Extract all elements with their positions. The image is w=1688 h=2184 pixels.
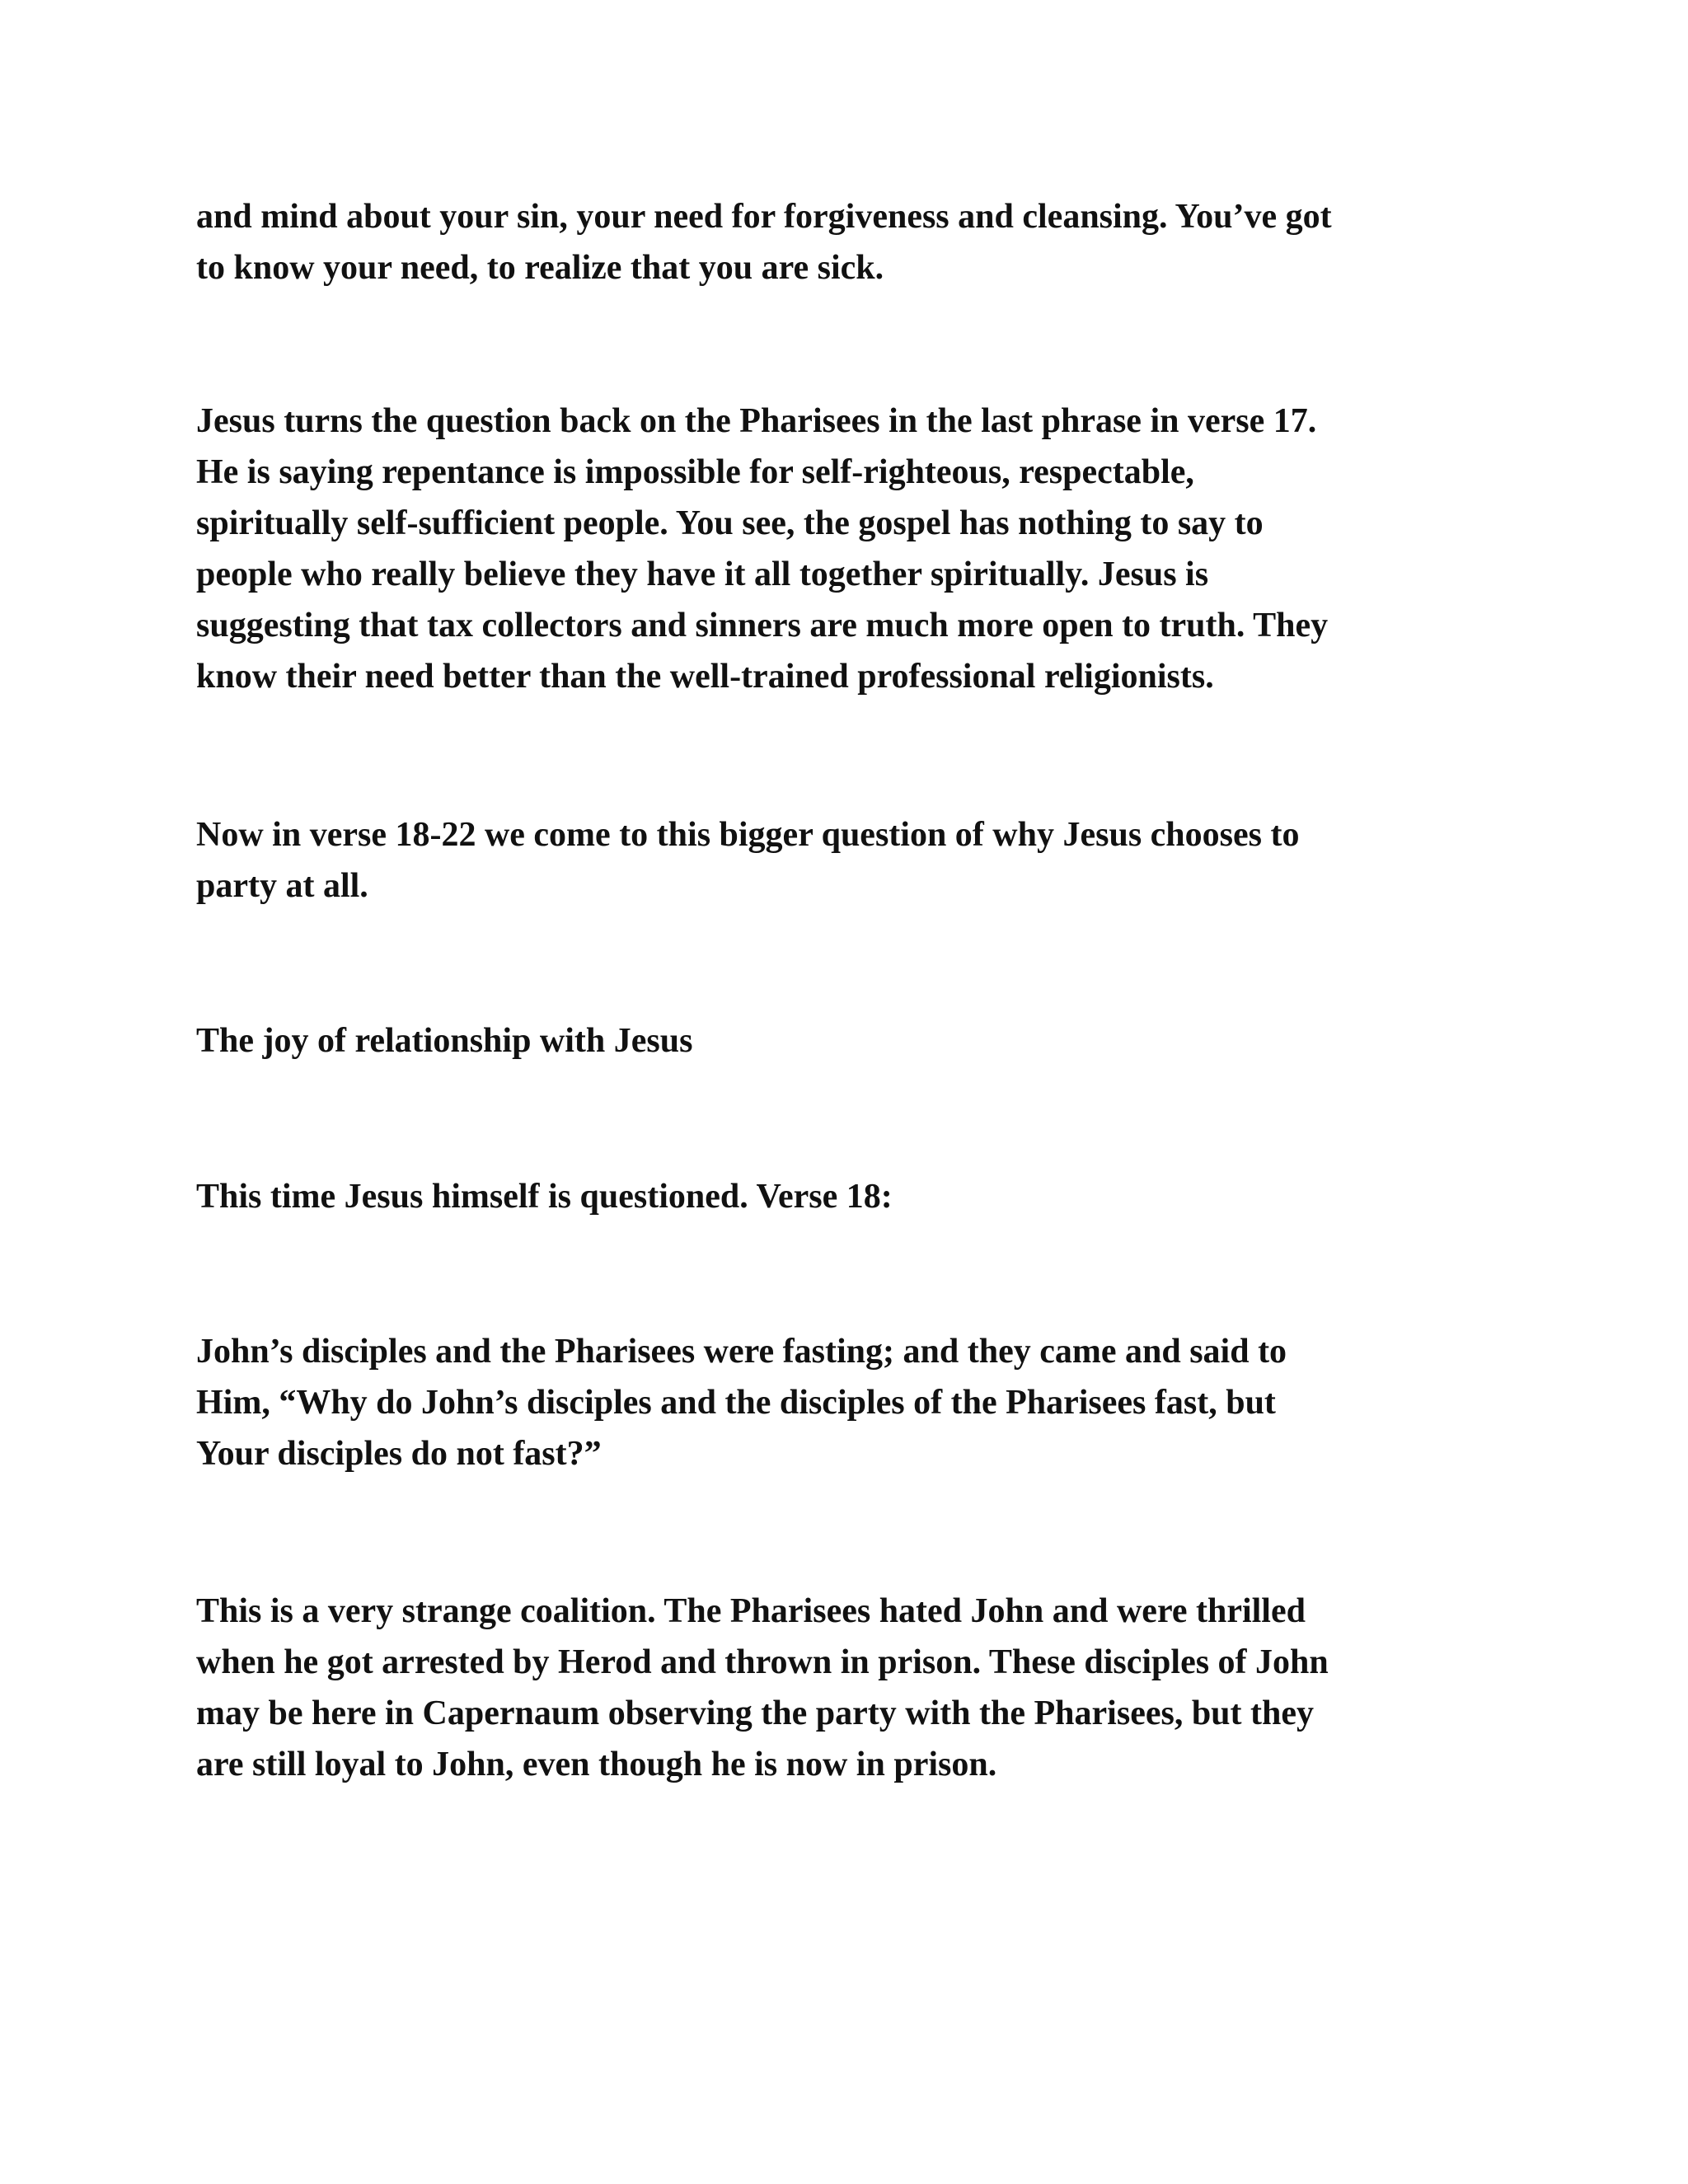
text-line: This is a very strange coalition. The Pharisees hated John and were thrilled <box>196 1592 1306 1630</box>
paragraph-strange-coalition <box>196 1586 1482 1790</box>
text-line: and mind about your sin, your need for forgiveness and cleansing. You’ve got <box>196 198 1332 236</box>
text-line: may be here in Capernaum observing the party with the Pharisees, but they <box>196 1694 1315 1732</box>
heading-line: The joy of relationship with Jesus <box>196 1022 693 1060</box>
text-line: He is saying repentance is impossible for self-righteous, respectable, <box>196 453 1194 491</box>
text-line: Jesus turns the question back on the Pharisees in the last phrase in verse 17. <box>196 402 1317 440</box>
text-line: spiritually self-sufficient people. You see, the gospel has nothing to say to <box>196 504 1264 542</box>
text-line: suggesting that tax collectors and sinners are much more open to truth. They <box>196 607 1329 644</box>
text-line: Now in verse 18-22 we come to this bigger question of why Jesus chooses to <box>196 816 1300 854</box>
text-line: Him, “Why do John’s disciples and the disciples of the Pharisees fast, but <box>196 1384 1276 1422</box>
paragraph-jesus-turns-question <box>196 396 1482 702</box>
paragraph-jesus-questioned <box>196 1171 1482 1222</box>
section-heading <box>196 1015 1482 1066</box>
text-line: party at all. <box>196 867 368 905</box>
text-line: to know your need, to realize that you are sick. <box>196 249 884 287</box>
text-line: when he got arrested by Herod and thrown in prison. These disciples of John <box>196 1643 1329 1681</box>
text-line: know their need better than the well-trained professional religionists. <box>196 658 1214 696</box>
text-line: John’s disciples and the Pharisees were fasting; and they came and said to <box>196 1333 1287 1371</box>
text-line: This time Jesus himself is questioned. Verse 18: <box>196 1178 893 1216</box>
scripture-quote <box>196 1326 1482 1479</box>
text-line: Your disciples do not fast?” <box>196 1435 602 1473</box>
text-line: are still loyal to John, even though he is now in prison. <box>196 1746 997 1783</box>
paragraph-sin-and-need <box>196 191 1482 293</box>
paragraph-verse-18-22 <box>196 809 1482 912</box>
text-line: people who really believe they have it all together spiritually. Jesus is <box>196 555 1209 593</box>
